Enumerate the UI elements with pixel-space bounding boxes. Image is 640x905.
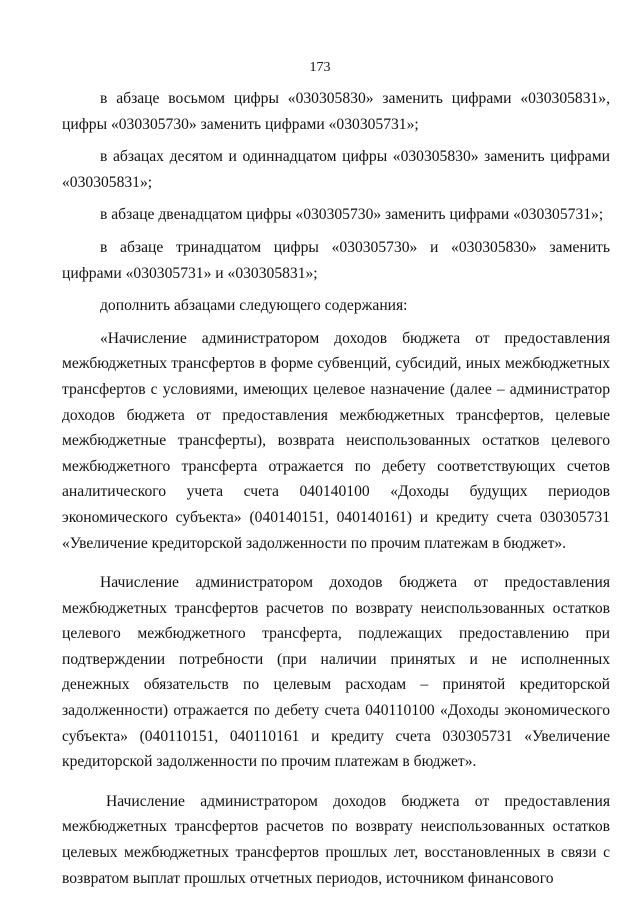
paragraph-supplement-intro: дополнить абзацами следующего содержания: <box>100 297 408 315</box>
paragraph-new-text-3: Начисление администратором доходов бюджета от предоставления межбюджетных трансфертов расчетов по возврату неиспользованных остатков целевых межбюджетных трансфертов прошлых лет, восстановленных в связи с возвратом выплат прошлых отчетных периодов, источником финансового <box>62 792 610 887</box>
paragraph-amend-13th: в абзаце тринадцатом цифры «030305730» и «030305830» заменить цифрами «030305731» и «030305831»; <box>62 238 610 282</box>
paragraph-new-text-2: Начисление администратором доходов бюджета от предоставления межбюджетных трансфертов расчетов по возврату неиспользованных остатков целевого межбюджетного трансферта, подлежащих предоставлению при подтверждении потребности (при наличии принятых и не исполненных денежных обязательств по целевым расходам – принятой кредиторской задолженности) отражается по дебету счета 040110100 «Доходы экономического субъекта» (040110151, 040110161 и кредиту счета 030305731 «Увеличение кредиторской задолженности по прочим платежам в бюджет». <box>62 574 610 771</box>
paragraph-amend-10th-11th: в абзацах десятом и одиннадцатом цифры «030305830» заменить цифрами «030305831»; <box>62 148 610 191</box>
paragraph-amend-8th: в абзаце восьмом цифры «030305830» заменить цифрами «030305831», цифры «030305730» заменить цифрами «030305731»; <box>62 90 610 133</box>
page-number: 173 <box>309 60 331 75</box>
document-body <box>62 86 610 891</box>
paragraph-amend-12th: в абзаце двенадцатом цифры «030305730» заменить цифрами «030305731»; <box>100 206 604 224</box>
paragraph-new-text-1: «Начисление администратором доходов бюджета от предоставления межбюджетных трансфертов в форме субвенций, субсидий, иных межбюджетных трансфертов с условиями, имеющих целевое назначение (далее – администратор доходов бюджета от предоставления межбюджетных трансфертов, целевые межбюджетные трансферты), возврата неиспользованных остатков целевого межбюджетного трансферта отражается по дебету соответствующих счетов аналитического учета счета 040140100 «Доходы будущих периодов экономического субъекта» (040140151, 040140161) и кредиту счета 030305731 «Увеличение кредиторской задолженности по прочим платежам в бюджет». <box>62 329 610 552</box>
